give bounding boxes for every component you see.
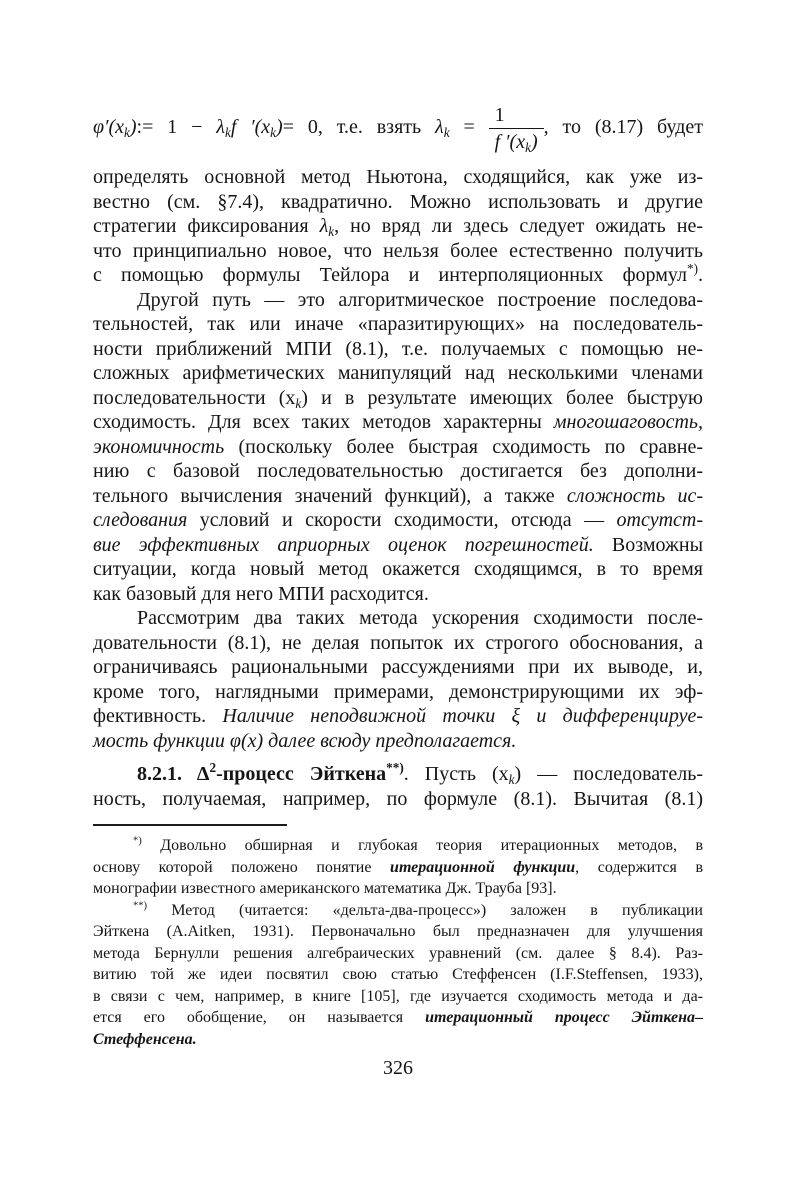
text-line: ограничиваясь рациональными рассуждениями при их выводе, и,: [93, 656, 703, 678]
text-line: *) Довольно обширная и глубокая теория итерационных методов, в: [133, 835, 703, 854]
text-line: сложных арифметических манипуляций над несколькими членами: [93, 362, 703, 384]
text-line: ется его обобщение, он называется итерационный процесс Эйткена–: [93, 1009, 704, 1026]
text-line: вие эффективных априорных оценок погрешностей. Возможны: [93, 533, 704, 556]
text-line: Эйткена (A.Aitken, 1931). Первоначально был предназначен для улучшения: [93, 923, 703, 940]
text-line: основу которой положено понятие итерационной функции, содержится в: [93, 858, 704, 876]
text-line: нию с базовой последовательностью достигается без дополни-: [93, 460, 703, 482]
text-line: 8.2.1. $\Delta^2$-процесс Эйткена**). Пусть (xk) — последователь-: [137, 760, 703, 787]
page-number: 326: [383, 1057, 413, 1079]
text-line: Рассмотрим два таких метода ускорения сходимости после-: [137, 607, 703, 629]
text-line: монографии известного американского математика Дж. Трауба [93].: [93, 880, 557, 897]
text-line: экономичность (поскольку более быстрая сходимость по сравне-: [93, 435, 703, 458]
text-line: как базовый для него МПИ расходится.: [93, 582, 429, 605]
text-line: Стеффенсена.: [93, 1030, 197, 1048]
text-line: с помощью формулы Тейлора и интерполяционных формул*).: [93, 261, 703, 286]
text-line: витию той же идеи посвятил свою статью Стеффенсен (I.F.Steffensen, 1933),: [93, 966, 703, 983]
text-line: ность, получаемая, например, по формуле (8.1). Вычитая (8.1): [93, 787, 703, 810]
footnote-1: [93, 835, 703, 900]
text-line: довательности (8.1), не делая попыток их строгого обоснования, а: [93, 631, 703, 654]
formula-line: φ′(xk):= 1 − λkf ′(xk)= 0, т.е. взять λk = $\frac{1}{f '(xk)}$ , то (8.17) будет: [93, 104, 704, 155]
paragraph-two-methods: [93, 606, 703, 753]
text-line: в связи с чем, например, в книге [105], где изучается сходимость метода и да-: [93, 987, 703, 1005]
section-8-2-1-paragraph: [93, 762, 703, 811]
text-line: определять основной метод Ньютона, сходящийся, как уже из-: [93, 166, 703, 188]
text-line: Другой путь — это алгоритмическое построение последова-: [137, 288, 703, 311]
text-line: стратегии фиксирования λk, но вряд ли здесь следует ожидать не-: [93, 215, 703, 239]
text-line: мость функции φ(x) далее всюду предполагается.: [93, 729, 517, 752]
text-line: тельного вычисления значений функций), а также сложность ис-: [93, 484, 704, 507]
text-line: тельностей, так или иначе «паразитирующих» на последователь-: [93, 313, 703, 335]
page-text: [93, 103, 703, 1050]
text-line: следования условий и скорости сходимости, отсюда — отсутст-: [93, 509, 703, 531]
text-line: ности приближений МПИ (8.1), т.е. получаемых с помощью не-: [93, 337, 703, 360]
text-line: последовательности (xk) и в результате имеющих более быструю: [93, 386, 703, 411]
text-line: фективность. Наличие неподвижной точки ξ и дифференцируе-: [93, 705, 703, 727]
opening-paragraph: [93, 103, 703, 288]
fraction: $\frac{1}{f '(xk)}$: [489, 103, 544, 154]
paragraph-other-path: [93, 288, 703, 607]
text-line: сходимость. Для всех таких методов характерны многошаговость,: [93, 411, 703, 433]
text-line: **) Метод (читается: «дельта-два-процесс») заложен в публикации: [133, 900, 703, 919]
text-line: кроме того, наглядными примерами, демонстрирующими их эф-: [93, 680, 703, 703]
text-line: ситуации, когда новый метод окажется сходящимся, в то время: [93, 558, 703, 580]
text-line: метода Бернулли решения алгебраических уравнений (см. далее § 8.4). Раз-: [93, 944, 703, 962]
text-line: вестно (см. §7.4), квадратично. Можно использовать и другие: [93, 190, 703, 213]
footnote-2: [93, 900, 703, 1051]
footnote-separator: [93, 824, 287, 826]
text-line: что принципиально новое, что нельзя более естественно получить: [93, 239, 703, 262]
